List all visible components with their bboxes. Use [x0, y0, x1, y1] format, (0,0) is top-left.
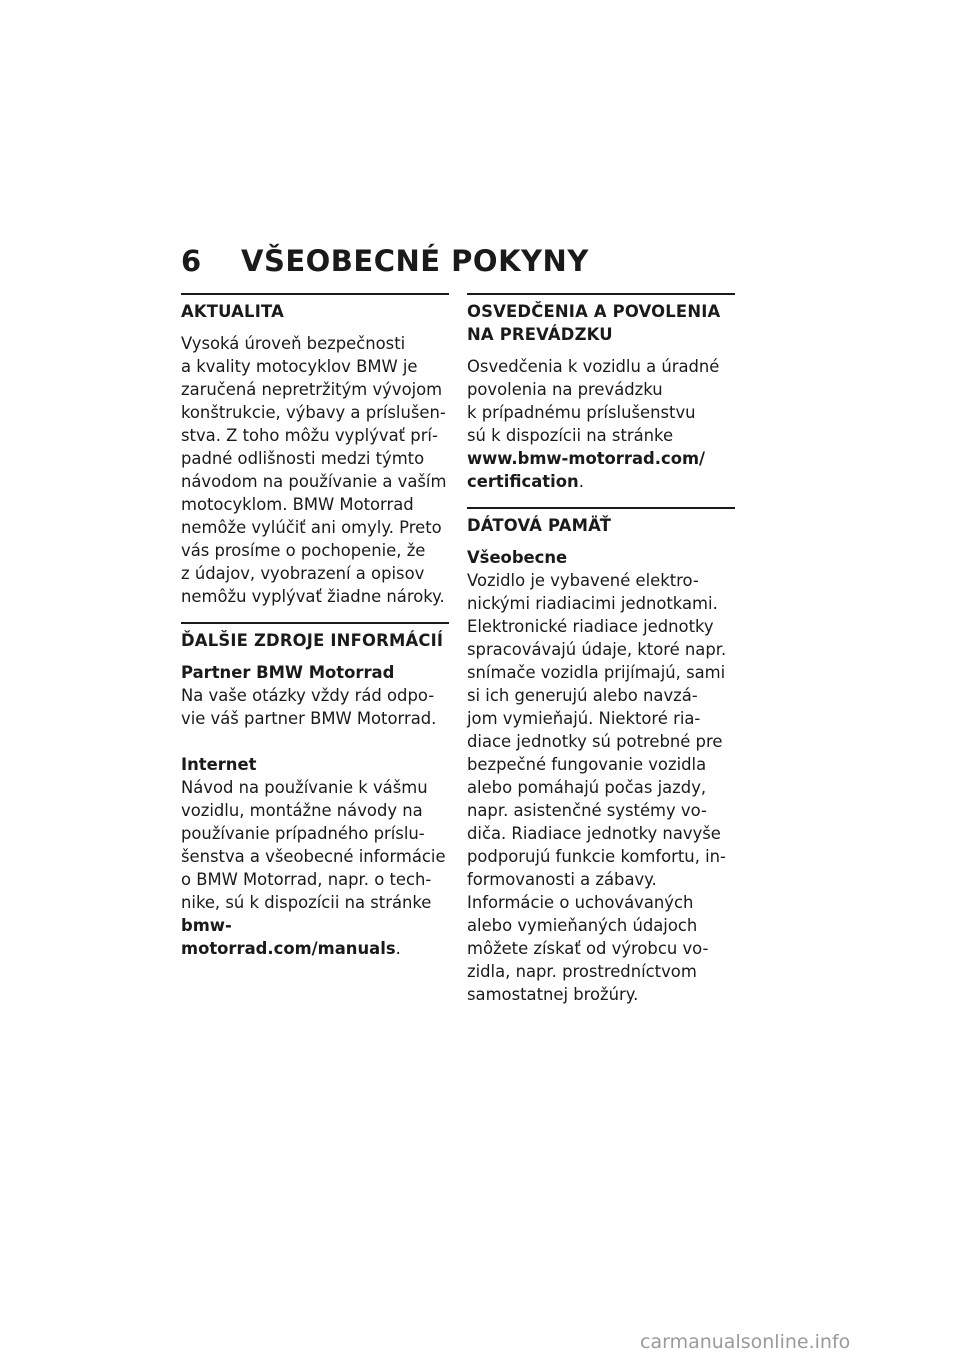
text-line: a kvality motocyklov BMW je: [181, 357, 418, 376]
text-line: o BMW Motorrad, napr. o tech-: [181, 870, 432, 889]
text-line: nemôže vylúčiť ani omyly. Preto: [181, 518, 442, 537]
text-line: z údajov, vyobrazení a opisov: [181, 564, 425, 583]
text-line: jom vymieňajú. Niektoré ria-: [467, 709, 701, 728]
right-column: [467, 293, 735, 1006]
text-line: vás prosíme o pochopenie, že: [181, 541, 426, 560]
left-column: [181, 293, 449, 960]
text-line: zidla, napr. prostredníctvom: [467, 962, 697, 981]
text-line: padné odlišnosti medzi týmto: [181, 449, 425, 468]
heading-line: OSVEDČENIA A POVOLENIA: [467, 302, 721, 321]
text-line: si ich generujú alebo navzá-: [467, 686, 698, 705]
text-line: diace jednotky sú potrebné pre: [467, 732, 723, 751]
certification-link-end[interactable]: certification: [467, 472, 579, 491]
link-suffix: .: [395, 939, 401, 958]
text-line: samostatnej brožúry.: [467, 985, 639, 1004]
chapter-title-text: VŠEOBECNÉ POKYNY: [241, 244, 589, 278]
manuals-link[interactable]: bmw-motorrad.com/manuals: [181, 916, 396, 958]
text-line: sú k dispozícii na stránke: [467, 426, 674, 445]
text-line: motocyklom. BMW Motorrad: [181, 495, 414, 514]
text-line: Na vaše otázky vždy rád odpo-: [181, 686, 435, 705]
section-divider: [181, 622, 449, 624]
section-divider: [467, 507, 735, 509]
text-line: napr. asistenčné systémy vo-: [467, 801, 707, 820]
text-line: alebo vymieňaných údajoch: [467, 916, 698, 935]
section-divider: [181, 293, 449, 295]
heading-line: NA PREVÁDZKU: [467, 325, 613, 344]
text-line: Elektronické riadiace jednotky: [467, 617, 714, 636]
text-line: šenstva a všeobecné informácie: [181, 847, 446, 866]
text-line: nemôžu vyplývať žiadne nároky.: [181, 587, 445, 606]
aktualita-paragraph: [181, 332, 449, 608]
link-suffix: .: [578, 472, 584, 491]
text-line: nike, sú k dispozícii na stránke: [181, 893, 432, 912]
section-heading-zdroje: ĎALŠIE ZDROJE INFORMÁCIÍ: [181, 631, 444, 650]
certification-link[interactable]: www.bmw-motorrad.com/: [467, 449, 706, 468]
text-line: návodom na používanie a vaším: [181, 472, 447, 491]
text-line: Vozidlo je vybavené elektro-: [467, 571, 699, 590]
text-line: Vysoká úroveň bezpečnosti: [181, 334, 406, 353]
section-heading-datova: DÁTOVÁ PAMÄŤ: [467, 516, 612, 535]
text-line: nickými riadiacimi jednotkami.: [467, 594, 718, 613]
datova-paragraph: [467, 569, 735, 1006]
text-line: k prípadnému príslušenstvu: [467, 403, 696, 422]
text-line: Informácie o uchovávaných: [467, 893, 694, 912]
section-divider: [467, 293, 735, 295]
text-line: diča. Riadiace jednotky navyše: [467, 824, 721, 843]
text-line: môžete získať od výrobcu vo-: [467, 939, 709, 958]
text-line: Návod na používanie k vášmu: [181, 778, 428, 797]
subheading-vseobecne: Všeobecne: [467, 548, 568, 567]
watermark: carmanualsonline.info: [640, 1331, 851, 1353]
text-line: Osvedčenia k vozidlu a úradné: [467, 357, 720, 376]
text-line: formovanosti a zábavy.: [467, 870, 657, 889]
text-line: používanie prípadného príslu-: [181, 824, 425, 843]
text-line: vozidlu, montážne návody na: [181, 801, 423, 820]
text-line: bezpečné fungovanie vozidla: [467, 755, 707, 774]
text-line: zaručená nepretržitým vývojom: [181, 380, 443, 399]
subheading-internet: Internet: [181, 755, 257, 774]
text-line: spracovávajú údaje, ktoré napr.: [467, 640, 727, 659]
text-line: vie váš partner BMW Motorrad.: [181, 709, 437, 728]
chapter-title: [181, 244, 589, 278]
text-line: povolenia na prevádzku: [467, 380, 663, 399]
text-line: konštrukcie, výbavy a príslušen-: [181, 403, 446, 422]
text-line: stva. Z toho môžu vyplývať prí-: [181, 426, 438, 445]
section-heading-osvedcenia: [467, 300, 735, 346]
chapter-number: 6: [181, 244, 202, 278]
certification-link-line: [467, 470, 735, 493]
text-line: alebo pomáhajú počas jazdy,: [467, 778, 707, 797]
text-line: podporujú funkcie komfortu, in-: [467, 847, 726, 866]
text-line: snímače vozidla prijímajú, sami: [467, 663, 726, 682]
section-heading-aktualita: AKTUALITA: [181, 302, 284, 321]
subheading-partner: Partner BMW Motorrad: [181, 663, 395, 682]
manuals-link-line: [181, 914, 449, 960]
